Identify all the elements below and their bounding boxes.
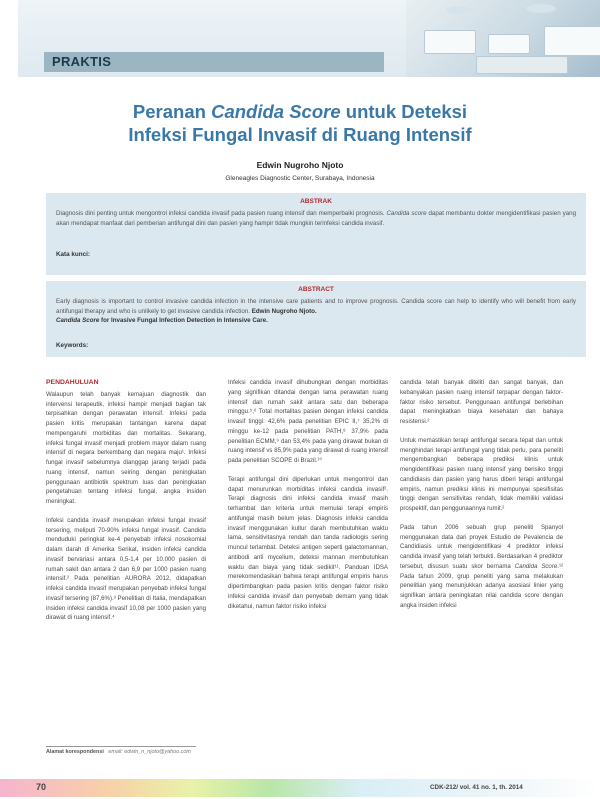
title-line2: Infeksi Fungal Invasif di Ruang Intensif bbox=[128, 124, 472, 145]
abstract-text-body: Early diagnosis is important to control invasive candida infection in the intensive care patients and to improve prognosis. Candida score can help to identify who will benefit from early antifungal therapy and who is unlikely to get invasive candida infection. bbox=[56, 298, 576, 315]
paragraph: Walaupun telah banyak kemajuan diagnostik dan intervensi terapeutik, infeksi hampir menjadi bagian tak terpisahkan dengan perawatan intensif. Infeksi pada pasien kritis merupakan tantangan karena dapat mempengaruhi morbiditas dan mortalitas. Sekarang, infeksi fungal invasif menjadi problem mayor dalam ruang intensif di negara berkembang dan negara maju¹. Infeksi fungal invasif sebelumnya dianggap jarang terjadi pada ruang intensif, namun seiring dengan peningkatan penggunaan antibiotik spektrum luas dan peningkatan pengetahuan tentang infeksi fungal, angka insiden meningkat. bbox=[46, 390, 206, 505]
paragraph-part: Pada tahun 2006 sebuah grup peneliti Spanyol menggunakan data dari proyek Estudio de Pevalencia de Candidiasis untuk mengidentifikasi 4 prediktor infeksi candida invasif yang telah terbukti. Berdasarkan 4 prediktor tersebut, disusun suatu skor bernama bbox=[400, 523, 563, 570]
title-line1-italic: Candida Score bbox=[211, 101, 341, 122]
paragraph: Infeksi candida invasif dihubungkan dengan morbiditas yang signifikan ditandai dengan lama perawatan ruang intensif dan rumah sakit antara satu dan beberapa minggu.⁵,⁶ Total mortalitas pasien dengan infeksi candida invasif tinggi: 42,6% pada penelitian EPIC II,⁷ 35,2% di minggu ke-12 pada penelitian PATH,⁸ 37,9% pada penelitian ECMM,⁹ dan 53,4% pada yang dirawat bukan di ruang intensif vs 85,9% pada yang dirawat di ruang intensif pada penelitian SCOPE di Brazil.¹⁰ bbox=[228, 379, 388, 464]
hospital-room-image bbox=[406, 0, 600, 77]
abstract-citation-title-post: for Invasive Fungal Infection Detection in Intensive Care. bbox=[99, 317, 268, 324]
abstrak-keywords-label: Kata kunci: bbox=[56, 251, 90, 258]
author-name: Edwin Nugroho Njoto bbox=[256, 160, 344, 170]
paragraph: Infeksi candida invasif merupakan infeksi fungal invasif tersering, meliputi 70-90% infeksi fungal invasif. Candida menduduki peringkat ke-4 penyebab infeksi nosokomial dalam darah di Amerika Serikat, insiden infeksi candida invasif bervariasi antara 0,5-1,4 per 10.000 pasien di rumah sakit dan antara 2 dan 6,9 per 1000 pasien ruang intensif.² Pada penelitian AURORA 2012, didapatkan infeksi candida invasif merupakan penyebab infeksi fungal invasif tersering (87,6%).³ Penelitian di Italia, mendapatkan insiden infeksi candida invasif 10,08 per 1000 pasien yang dirawat di ruang intensif.⁴ bbox=[46, 516, 206, 622]
body-column-2 bbox=[228, 378, 388, 620]
section-heading-pendahuluan: PENDAHULUAN bbox=[46, 379, 99, 386]
section-label: PRAKTIS bbox=[52, 54, 112, 69]
abstract-keywords-label: Keywords: bbox=[56, 342, 89, 349]
abstrak-box bbox=[46, 193, 586, 275]
paragraph-part: .¹² Pada tahun 2009, grup peneliti yang sama melakukan penelitian yang menunjukkan adanya asosiasi linier yang signifikan antara peningkatan nilai candida score dengan angka insiden infeksi bbox=[400, 562, 564, 609]
footnote-divider bbox=[46, 746, 196, 747]
body-column-3 bbox=[400, 378, 563, 620]
abstrak-heading: ABSTRAK bbox=[300, 198, 332, 205]
abstract-citation-title-italic: Candida Score bbox=[56, 317, 100, 324]
abstract-box bbox=[46, 281, 586, 357]
abstrak-text-post: dapat membantu dokter mengidentifikasi pasien yang akan mendapat manfaat dari pemberian antifungal dini dan pasien yang hampir tidak mungkin terinfeksi candida invasif. bbox=[56, 210, 577, 227]
article-title bbox=[80, 100, 520, 146]
abstract-heading: ABSTRACT bbox=[298, 286, 334, 293]
title-line1-pre: Peranan bbox=[132, 101, 212, 122]
abstrak-text bbox=[56, 209, 576, 228]
correspondence-label: Alamat korespondensi bbox=[46, 749, 104, 755]
body-column-1 bbox=[46, 378, 206, 632]
page-number: 70 bbox=[36, 782, 47, 792]
correspondence-email: email: edwin_n_njoto@yahoo.com bbox=[108, 749, 191, 755]
paragraph-italic: Candida Score bbox=[514, 562, 558, 570]
abstract-text bbox=[56, 297, 576, 326]
abstrak-text-pre: Diagnosis dini penting untuk mengontrol infeksi candida invasif pada pasien ruang intensif dan memperbaiki prognosis. bbox=[56, 210, 387, 217]
abstrak-text-italic: Candida score bbox=[386, 210, 427, 217]
correspondence-note bbox=[46, 749, 191, 755]
paragraph: Untuk memastikan terapi antifungal secara tepat dan untuk menghindari terapi antifungal yang tidak perlu, para peneliti mengembangkan beberapa prediksi klinis untuk mengidentifikasi pasien ruang intensif yang berisiko tinggi candidiasis dan pasien yang harus diberi terapi antifungal empiris, namun prediksi klinis ini mempunyai spesifisitas tinggi dengan sensitivitas rendah, tidak memiliki validasi prospektif, dan penggunaannya rumit.² bbox=[400, 436, 563, 512]
author-affiliation: Gleneagles Diagnostic Center, Surabaya, Indonesia bbox=[225, 175, 375, 182]
abstract-citation-author: Edwin Nugroho Njoto. bbox=[250, 307, 317, 315]
paragraph bbox=[400, 523, 563, 611]
journal-citation: CDK-212/ vol. 41 no. 1, th. 2014 bbox=[430, 784, 523, 791]
title-line1-post: untuk Deteksi bbox=[340, 101, 468, 122]
paragraph: Terapi antifungal dini diperlukan untuk mengontrol dan dapat menurunkan morbiditas infeksi candida invasif². Terapi diagnosis dini infeksi candida invasif masih terhambat dan kriteria untuk memulai terapi empiris antifungal masih belum jelas. Diagnosis infeksi candida invasif menggunakan kultur darah membutuhkan waktu lama, sensitivitasnya rendah dan tanda radiologis sering muncul terlambat. Deteksi antigen seperti galactomannan, antibodi anti mycelium, deteksi mannan membutuhkan waktu dan biaya yang tidak sedikit¹¹. Panduan IDSA merekomendasikan bahwa terapi antifungal empiris harus dipertimbangkan pada pasien kritis dengan faktor risiko infeksi candida invasif dan penyebab demam yang tidak diketahui, namun faktor risiko infeksi bbox=[228, 475, 388, 610]
paragraph: candida telah banyak diteliti dan sangat banyak, dan kebanyakan pasien ruang intensif terpapar dengan faktor-faktor risiko tersebut. Penggunaan antifungal berlebihan dapat meningkatkan biaya kesehatan dan bahaya resistensi.² bbox=[400, 379, 563, 425]
